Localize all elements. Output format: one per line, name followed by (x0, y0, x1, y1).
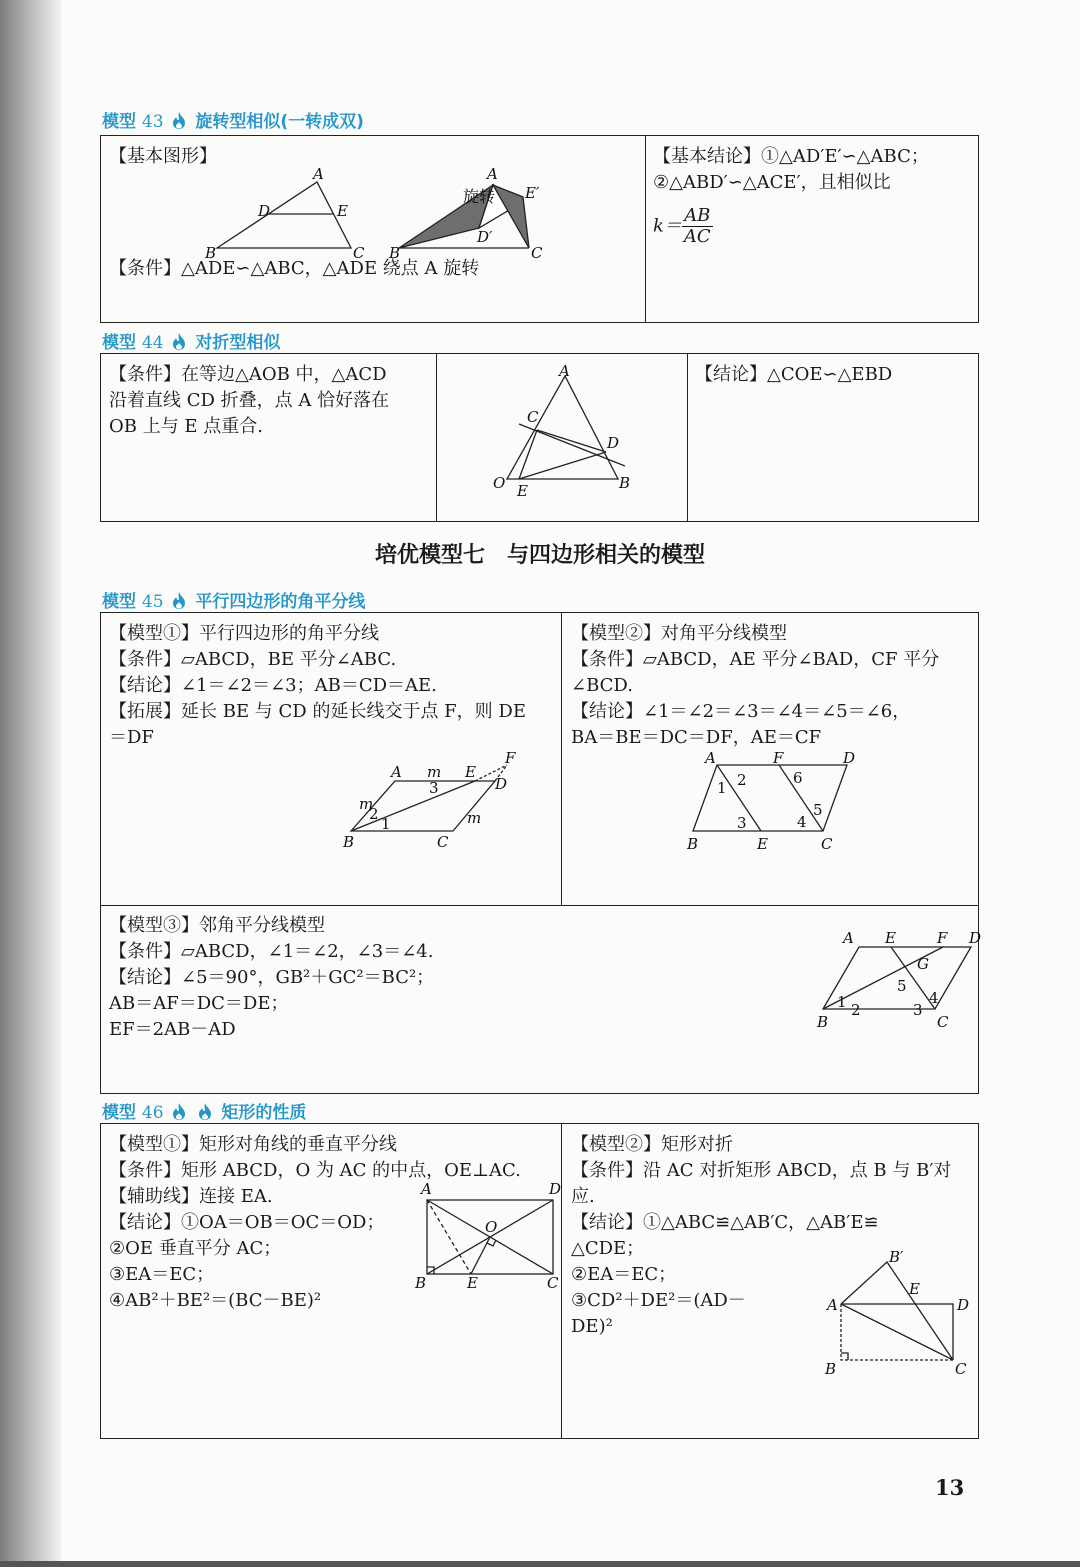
m46-p1-line-2: 【条件】矩形 ABCD，O 为 AC 的中点，OE⊥AC. (109, 1160, 521, 1181)
label-A: A (705, 749, 716, 767)
m43-condition: 【条件】△ADE∽△ABC，△ADE 绕点 A 旋转 (109, 258, 480, 279)
label-A: A (827, 1296, 838, 1314)
model-44-heading: 模型 44 对折型相似 (102, 333, 281, 353)
label-B: B (343, 833, 355, 851)
flame-icon (171, 591, 187, 610)
model-43-heading: 模型 43 旋转型相似(一转成双) (102, 112, 364, 132)
m44-condition-2: 沿着直线 CD 折叠，点 A 恰好落在 (109, 390, 390, 411)
label-D: D (957, 1296, 970, 1314)
angle-2: 2 (369, 805, 379, 823)
label-E-prime: E′ (525, 184, 540, 202)
m45-p1-line-2: 【条件】▱ABCD，BE 平分∠ABC. (109, 649, 397, 670)
angle-3: 3 (429, 779, 439, 797)
label-D-prime: D′ (477, 228, 493, 246)
m45-p3-line-4: AB＝AF＝DC＝DE； (109, 993, 289, 1014)
angle-2: 2 (737, 771, 747, 789)
angle-3: 3 (913, 1001, 923, 1019)
label-B-prime: B′ (889, 1248, 904, 1266)
folding-similarity-figure (493, 362, 643, 501)
label-E: E (909, 1280, 920, 1298)
m46-p2-line-1: 【模型②】矩形对折 (571, 1134, 733, 1155)
m46-p2-line-7: ③CD²＋DE²＝(AD－ (571, 1290, 746, 1311)
model-44-box (100, 353, 979, 522)
label-m-right: m (467, 809, 482, 827)
label-A: A (421, 1180, 432, 1198)
section-title: 培优模型七 与四边形相关的模型 (374, 543, 705, 568)
m44-conclusion: 【结论】△COE∽△EBD (695, 364, 893, 385)
angle-1: 1 (381, 815, 391, 833)
label-D: D (969, 929, 982, 947)
m45-p1-line-5: ＝DF (109, 727, 154, 748)
label-F: F (773, 749, 784, 767)
m46-p2-line-3: 应. (571, 1186, 595, 1207)
m43-ratio: k＝ $\frac{AB}{AC}$ (653, 205, 711, 247)
model-45-box (100, 612, 982, 1094)
label-C: C (353, 244, 365, 262)
m45-p3-line-2: 【条件】▱ABCD，∠1＝∠2，∠3＝∠4. (109, 941, 434, 962)
m46-p1-line-6: ③EA＝EC； (109, 1264, 215, 1285)
m46-p1-line-3: 【辅助线】连接 EA. (109, 1186, 273, 1207)
angle-4: 4 (929, 989, 939, 1007)
rectangle-fold-figure (825, 1250, 975, 1380)
label-E: E (467, 1274, 478, 1292)
label-A: A (843, 929, 854, 947)
flame-icon (171, 111, 187, 130)
label-C: C (527, 408, 539, 426)
label-B: B (415, 1274, 427, 1292)
label-C: C (437, 833, 449, 851)
m45-p2-line-5: BA＝BE＝DC＝DF，AE＝CF (571, 727, 822, 748)
m45-p1-line-3: 【结论】∠1＝∠2＝∠3；AB＝CD＝AE. (109, 675, 437, 696)
label-D: D (495, 775, 508, 793)
label-B: B (825, 1360, 837, 1378)
label-A: A (391, 763, 402, 781)
label-E: E (337, 202, 348, 220)
label-A: A (313, 165, 324, 183)
angle-5: 5 (897, 977, 907, 995)
diagonal-bisector-figure (681, 749, 871, 863)
angle-6: 6 (793, 769, 803, 787)
label-A: A (559, 362, 570, 380)
angle-1: 1 (837, 993, 847, 1011)
page-bottom-edge (0, 1561, 1080, 1567)
model-46-heading: 模型 46 矩形的性质 (102, 1103, 307, 1123)
m43-conclusion-1: 【基本结论】①△AD′E′∽△ABC； (653, 146, 929, 167)
label-O: O (493, 474, 506, 492)
m44-condition-3: OB 上与 E 点重合. (109, 416, 264, 437)
m45-p2-line-3: ∠BCD. (571, 675, 633, 696)
label-F: F (937, 929, 948, 947)
label-m-top: m (427, 763, 442, 781)
label-F: F (505, 749, 516, 767)
adjacent-bisector-figure (813, 927, 981, 1037)
model-45-heading: 模型 45 平行四边形的角平分线 (102, 592, 366, 612)
angle-3: 3 (737, 814, 747, 832)
label-B: B (687, 835, 699, 853)
rotation-similarity-figure (201, 165, 551, 262)
m46-p2-line-5: △CDE； (571, 1238, 645, 1259)
label-D: D (549, 1180, 562, 1198)
label-B: B (817, 1013, 829, 1031)
m46-p1-line-5: ②OE 垂直平分 AC； (109, 1238, 282, 1259)
page-number: 13 (935, 1475, 965, 1500)
flame-icon (171, 332, 187, 351)
label-G: G (917, 955, 929, 973)
page-gutter-shadow (0, 0, 62, 1567)
label-A-rotated: A (487, 165, 498, 183)
m46-p1-line-1: 【模型①】矩形对角线的垂直平分线 (109, 1134, 397, 1155)
m46-p2-line-6: ②EA＝EC； (571, 1264, 677, 1285)
m45-p2-line-2: 【条件】▱ABCD，AE 平分∠BAD，CF 平分 (571, 649, 940, 670)
m45-p3-line-5: EF＝2AB－AD (109, 1019, 236, 1040)
model-46-box (100, 1123, 979, 1439)
label-E: E (517, 482, 528, 500)
label-C: C (547, 1274, 559, 1292)
flame-icon (171, 1102, 187, 1121)
label-D: D (258, 202, 271, 220)
rotate-label: 旋转 (463, 187, 496, 206)
model-43-box (100, 135, 979, 323)
m45-p1-line-4: 【拓展】延长 BE 与 CD 的延长线交于点 F，则 DE (109, 701, 526, 722)
label-C-rotated: C (531, 244, 543, 262)
m46-p2-line-4: 【结论】①△ABC≌△AB′C，△AB′E≌ (571, 1212, 879, 1233)
angle-2: 2 (851, 1001, 861, 1019)
label-C: C (821, 835, 833, 853)
m45-p2-line-1: 【模型②】对角平分线模型 (571, 623, 787, 644)
parallelogram-bisector-figure (341, 751, 531, 851)
label-E: E (465, 763, 476, 781)
m45-p3-line-3: 【结论】∠5＝90°，GB²＋GC²＝BC²； (109, 967, 435, 988)
angle-5: 5 (813, 801, 823, 819)
label-m-left: m (359, 795, 374, 813)
label-C: C (937, 1013, 949, 1031)
label-D: D (843, 749, 856, 767)
label-B: B (205, 244, 217, 262)
m46-p1-line-7: ④AB²＋BE²＝(BC－BE)² (109, 1290, 322, 1311)
m45-p2-line-4: 【结论】∠1＝∠2＝∠3＝∠4＝∠5＝∠6， (571, 701, 911, 722)
label-E: E (885, 929, 896, 947)
m46-p2-line-8: DE)² (571, 1316, 613, 1337)
m44-condition-1: 【条件】在等边△AOB 中，△ACD (109, 364, 387, 385)
m45-p3-line-1: 【模型③】邻角平分线模型 (109, 915, 325, 936)
label-B: B (619, 474, 631, 492)
m46-p2-line-2: 【条件】沿 AC 对折矩形 ABCD，点 B 与 B′对 (571, 1160, 952, 1181)
label-D: D (607, 434, 620, 452)
angle-1: 1 (717, 779, 727, 797)
m45-p1-line-1: 【模型①】平行四边形的角平分线 (109, 623, 379, 644)
label-B-rotated: B (389, 244, 401, 262)
angle-4: 4 (797, 813, 807, 831)
flame-icon (197, 1102, 213, 1121)
rectangle-perpendicular-bisector-figure (413, 1180, 563, 1290)
basic-shape-label: 【基本图形】 (109, 146, 217, 167)
m43-conclusion-2: ②△ABD′∽△ACE′，且相似比 (653, 172, 891, 193)
label-C: C (955, 1360, 967, 1378)
label-E: E (757, 835, 768, 853)
label-O: O (485, 1218, 498, 1236)
m46-p1-line-4: 【结论】①OA＝OB＝OC＝OD； (109, 1212, 385, 1233)
